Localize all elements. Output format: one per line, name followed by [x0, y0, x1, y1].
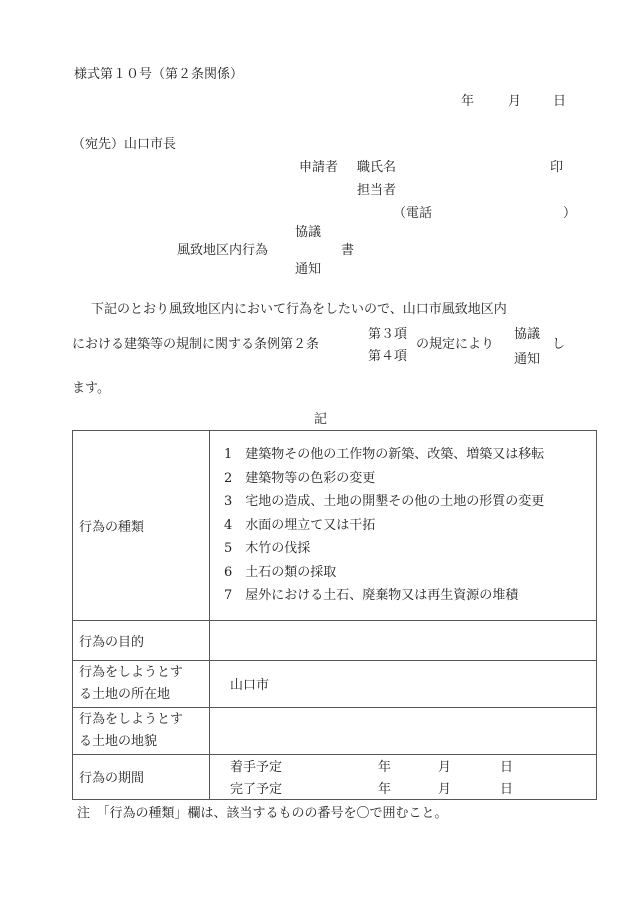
body-line-3: ます。 — [72, 381, 110, 396]
end-month[interactable]: 月 — [438, 782, 452, 797]
action-type-item[interactable]: 6 土石の類の採取 — [224, 564, 337, 580]
note: 注 「行為の種類」欄は、該当するものの番号を〇で囲むこと。 — [77, 806, 448, 821]
action-type-item[interactable]: 4 水面の埋立て又は干拓 — [224, 517, 376, 533]
start-day[interactable]: 日 — [500, 760, 514, 775]
title-option-consultation: 協議 — [295, 225, 322, 240]
end-label: 完了予定 — [230, 782, 283, 797]
document-title-suffix: 書 — [341, 243, 355, 258]
action-type-label: 行為の種類 — [73, 431, 210, 621]
applicant-label: 申請者 — [299, 160, 339, 175]
action-type-item[interactable]: 5 木竹の伐採 — [224, 541, 311, 556]
action-type-item[interactable]: 3 宅地の造成、土地の開墾その他の土地の形質の変更 — [224, 494, 545, 509]
addressee: （宛先）山口市長 — [72, 137, 177, 152]
action-type-item[interactable]: 2 建築物等の色彩の変更 — [224, 470, 376, 486]
title-name-label: 職氏名 — [357, 160, 397, 175]
period-label: 行為の期間 — [73, 754, 210, 799]
title-option-notice: 通知 — [295, 262, 322, 277]
table-row-purpose — [73, 620, 597, 660]
body-line-2a: における建築等の規制に関する条例第２条 — [72, 337, 320, 352]
date-year-label: 年 — [461, 94, 475, 109]
body-line-2b: の規定により — [416, 337, 495, 352]
end-year[interactable]: 年 — [378, 782, 392, 797]
action-type-list — [210, 431, 596, 620]
location-label-line-2: る土地の所在地 — [79, 686, 171, 702]
terrain-label-line-1: 行為をしようとす — [79, 711, 184, 727]
table-row-location — [73, 660, 597, 707]
date-day-label: 日 — [553, 94, 567, 109]
action-type-cell[interactable] — [210, 431, 597, 621]
purpose-field[interactable] — [210, 620, 597, 660]
period-start-row — [230, 755, 596, 777]
form-number: 様式第１０号（第２条関係） — [74, 67, 244, 82]
location-field[interactable]: 山口市 — [210, 660, 597, 707]
body-option-consultation: 協議 — [514, 327, 541, 342]
clause-3: 第３項 — [368, 327, 408, 342]
clause-4: 第４項 — [368, 349, 408, 364]
date-month-label: 月 — [508, 94, 522, 109]
document-title: 風致地区内行為 — [177, 243, 269, 258]
person-in-charge-label: 担当者 — [357, 183, 397, 198]
terrain-label-line-2: る土地の地貌 — [79, 733, 158, 749]
location-label — [73, 660, 210, 707]
terrain-field[interactable] — [210, 707, 597, 754]
table-row-action-type — [73, 431, 597, 621]
phone-label: （電話 — [393, 206, 433, 221]
table-row-terrain — [73, 707, 597, 754]
body-option-notice: 通知 — [514, 352, 541, 367]
terrain-label — [73, 707, 210, 754]
start-month[interactable]: 月 — [438, 760, 452, 775]
phone-close: ） — [563, 206, 577, 221]
ki-heading: 記 — [314, 412, 328, 427]
form-table — [72, 430, 597, 800]
period-table — [230, 755, 596, 799]
start-label: 着手予定 — [230, 760, 283, 775]
start-year[interactable]: 年 — [378, 760, 392, 775]
body-line-1: 下記のとおり風致地区内において行為をしたいので、山口市風致地区内 — [91, 302, 507, 317]
period-end-row — [230, 777, 596, 799]
end-day[interactable]: 日 — [500, 782, 514, 797]
body-line-2c: し — [552, 337, 566, 352]
table-row-period — [73, 754, 597, 799]
action-type-item[interactable]: 7 屋外における土石、廃棄物又は再生資源の堆積 — [224, 588, 519, 603]
location-label-line-1: 行為をしようとす — [79, 664, 184, 680]
action-type-item[interactable]: 1 建築物その他の工作物の新築、改築、増築又は移転 — [224, 447, 545, 462]
period-cell — [210, 754, 597, 799]
seal-mark: 印 — [550, 160, 564, 175]
purpose-label: 行為の目的 — [73, 620, 210, 660]
